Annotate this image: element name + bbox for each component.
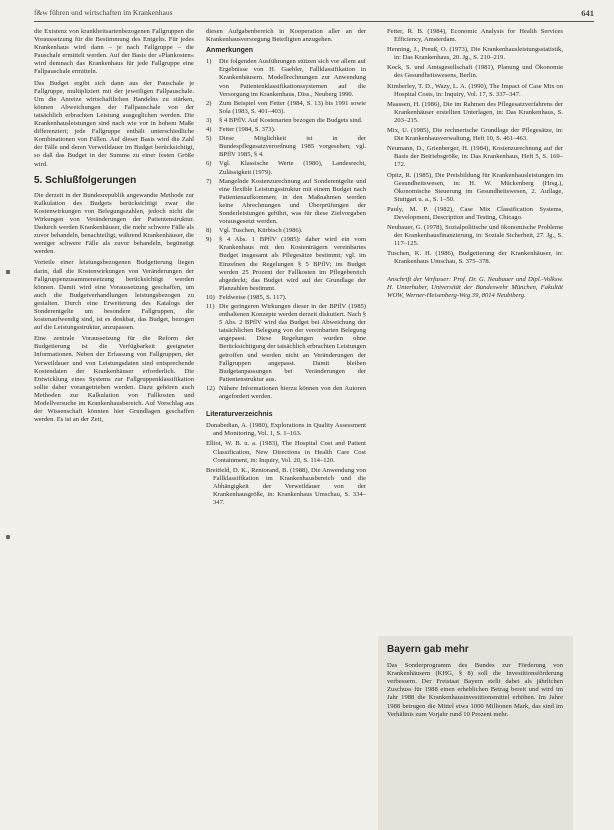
note-item: 5) Diese Möglichkeit ist in der Bundespflegesatzverordnung 1985 vorgesehen; vgl. BPflV 1985, § 4. xyxy=(206,135,366,159)
running-header: f&w führen und wirtschaften im Krankenhaus xyxy=(34,8,173,17)
literature-item: Henning, J., Preuß, O. (1973), Die Krankenhausleistungsstatistik, in: Das Krankenhaus, 20. Jg., S. 210–219. xyxy=(387,46,563,62)
column-1 xyxy=(34,28,194,427)
literature-item: Neumann, D., Grienberger, H. (1984), Kostenzurechnung auf der Basis der Betriebsgröße, in: Das Krankenhaus, Heft 5, S. 169–172. xyxy=(387,145,563,169)
news-box-text: Das Sonderprogramm des Bundes zur Förderung von Krankenhäusern (KHG, § 8) soll die Investitionsförderung verbessern. Der Freistaat Bayern stellt dabei als jährlichen Zuschuss für 1988 einen erheblichen Betrag bereit und wird im Jahr 1988 die Krankenhausinvestitionsmittel erhöhen. Im Jahre 1988 betrugen die Mittel etwa 1000 Millionen Mark, das sind im Verhältnis zum Vorjahr rund 10 Prozent mehr. xyxy=(387,662,563,718)
literature-item: Elliot, W. B. u. a. (1983), The Hospital Cost and Patient Classification, New Directions in Health Care Cost Containment, in: Inquiry, Vol. 20, S. 114–120. xyxy=(206,440,366,464)
literature-item: Opitz, R. (1985), Die Preisbildung für Krankenhausleistungen im Gesundheitswesen, in: H. W. Mückenberg (Hrsg.), Ökonomische Steuerung im Gesundheitswesen, 2. Auflage, Stuttgart u. a., S. 1–50. xyxy=(387,171,563,203)
news-box-title: Bayern gab mehr xyxy=(387,644,469,655)
note-item: 11) Die geringeren Wirkungen dieser in der BPflV (1985) enthaltenen Konzepte werden derzeit diskutiert. Nach § 5 Abs. 2 BPflV wird das Budget bei Abweichung der tatsächlichen Belegung von der vereinbarten Belegung angepasst. Diese Regelungen wurden ohne Berücksichtigung der tatsächlich erbrachten Leistungen getroffen und werden nicht an Veränderungen der Fallgruppen angepasst. Damit bleiben Budgetanpassungen bei Veränderungen der Patientenstruktur aus. xyxy=(206,303,366,383)
literature-item: Maassen, H. (1986), Die im Rahmen des Pflegesatzverfahrens der Krankenhäuser erstellten Unterlagen, in: Das Krankenhaus, S. 203–215. xyxy=(387,100,563,124)
literature-item: Fetter, R. B. (1984), Economic Analysis for Health Services Efficiency, Amsterdam. xyxy=(387,28,563,44)
notes-heading: Anmerkungen xyxy=(206,47,254,55)
literature-item: Kimberley, T. D., Wazy, L. A. (1990), The Impact of Case Mix on Hospital Costs, in: Inquiry, Vol. 17, S. 337–347. xyxy=(387,82,563,98)
section-title: 5. Schlußfolgerungen xyxy=(34,174,137,186)
page-number: 641 xyxy=(581,8,594,18)
note-item: 2) Zum Beispiel von Fetter (1984, S. 13) bis 1991 sowie Sola (1983, S. 401–403). xyxy=(206,99,366,115)
margin-mark xyxy=(6,270,10,274)
paragraph: Vorteile einer leistungsbezogenen Budgetierung liegen darin, daß die Kostenwirkungen von Veränderungen der Fallgruppenzusammensetzung berücksichtigt werden können. Damit wird eine Voraussetzung geschaffen, um auch die Budgetverhandlungen leistungsbezogen zu gestalten. Durch eine Erweiterung des Katalogs der Sonderentgelte um besondere Fallgruppen, die kostenaufwendig sind, ist es denkbar, das Budget, bezogen auf die Leistungsstruktur, anzupassen. xyxy=(34,259,194,332)
column-3 xyxy=(387,28,563,300)
paragraph: Das Budget ergibt sich dann aus der Pauschale je Fallgruppe, multipliziert mit der jeweiligen Fallpauschale. Um die Anreize wirtschaftlichen Handelns zu stärken, können Abweichungen der Fallpauschale von der tatsächlich erbrachten Leistung ausgeglichen werden. Die Krankenhausleistungen sind nach wie vor in hohem Maße differenziert; jede Fallgruppe enthält unterschiedliche Kombinationen von Fällen. Auf dieser Basis wird die Zahl der Fälle und deren Verweildauer im Budget berücksichtigt, so daß das Budget in der Summe zu einer festen Größe wird. xyxy=(34,79,194,168)
news-box xyxy=(378,636,573,830)
literature-item: Pauly, M. P. (1982), Case Mix Classification Systems, Development, Description and Testing, Chicago. xyxy=(387,205,563,221)
note-item: 4) Fetter (1984, S. 373). xyxy=(206,126,276,134)
literature-item: Donabedian, A. (1980), Explorations in Quality Assessment and Monitoring, Vol. 1, S. 1–163. xyxy=(206,422,366,438)
literature-heading: Literaturverzeichnis xyxy=(206,411,273,419)
note-item: 6) Vgl. Klassische Werte (1980), Landesrecht, Zulässigkeit (1979). xyxy=(206,160,366,176)
paragraph: diesen Aufgabenbereich in Kooperation aller an der Krankenhausversorgung Beteiligten anzugehen. xyxy=(206,28,366,44)
note-item: 1) Die folgenden Ausführungen stützen sich vor allem auf Ergebnisse von H. Gaebler, Fallklassifikation in Krankenhäusern. Modellrechnungen zur Anwendung von Patientenklassifikationssystemen auf die Versorgung im Krankenhaus, Diss., Neuberg 1990. xyxy=(206,58,366,98)
author-address: Anschrift der Verfasser: Prof. Dr. G. Neubauer und Dipl.-Volksw. H. Unterhuber, Universität der Bundeswehr München, Fakultät WOW, Werner-Heisenberg-Weg 39, 8014 Neubiberg. xyxy=(387,275,563,299)
page-header xyxy=(34,8,594,22)
note-item: 3) § 4 BPflV. Auf Kostenarten bezogen die Budgets sind. xyxy=(206,116,363,124)
literature-item: Tuschen, K. H. (1986), Budgetierung der Krankenhäuser, in: Krankenhaus Umschau, S. 375–378. xyxy=(387,250,563,266)
header-rule xyxy=(34,21,594,22)
notes-list xyxy=(206,58,366,401)
note-item: 7) Mangelnde Kostenzurechnung auf Sonderentgelte und eine flexible Leistungsstruktur mit einem Budget nach Patientenaufkommen; in den Maßnahmen werden keine Abrechnungen und Überprüfungen der Sonderleistungen geführt, was für diese Zielvorgaben vorausgesetzt werden. xyxy=(206,177,366,226)
margin-mark xyxy=(6,535,10,539)
note-item: 12) Nähere Informationen hierzu können von den Autoren angefordert werden. xyxy=(206,384,366,401)
news-box-content xyxy=(387,646,563,719)
paragraph: Die derzeit in der Bundesrepublik angewandte Methode zur Kalkulation des Budgets berücksichtigt zwar die Kostenwirkungen von Belegungszahlen, jedoch nicht die Wirkungen von Veränderungen der Patientenstruktur. Dadurch werden Krankenhäuser, die mehr schwere Fälle als zuvor behandeln, benachteiligt, während Krankenhäuser, die weniger schwere Fälle als zuvor behandeln, begünstigt werden. xyxy=(34,191,194,256)
column-2 xyxy=(206,28,366,509)
literature-item: Kock, S. und Amtsgesellschaft (1981), Planung und Ökonomie des Gesundheitswesens, Berlin. xyxy=(387,64,563,80)
note-item: 8) Vgl. Tuschen, Kürbisch (1986). xyxy=(206,227,303,235)
literature-item: Mix, U. (1985), Die rechnerische Grundlage der Pflegesätze, in: Die Krankenhausverwaltung, Heft 10, S. 461–463. xyxy=(387,127,563,143)
paragraph: Eine zentrale Voraussetzung für die Reform der Budgetierung ist die Verfügbarkeit geeigneter Informationen. Neben der Erfassung von Fallgruppen, der Verweildauer und von Leistungsdaten sind entsprechende Kostendaten der Krankenhäuser erforderlich. Die Entwicklung eines Systems zur Fallgruppenklassifikation sollte daher vorangetrieben werden. Dazu gehören auch Methoden zur Kalkulation von Fallkosten und Modellversuche im Krankenhausbereich. Auf Vorschlag aus der Wissenschaft könnten hier Grundlagen geschaffen werden. Es ist an der Zeit, xyxy=(34,335,194,424)
paragraph: die Existenz von krankheitsartenbezogenen Fallgruppen die Voraussetzung für die Bestimmung des Entgelts. Für jedes Krankenhaus wird dann – je nach Fallgruppe – die Pauschale ermittelt werden. Auf der Basis der »Plankosten« wird demnach das Krankenhaus für jede Fallgruppe eine Fallpauschale ermitteln. xyxy=(34,28,194,76)
note-item: 10) Feldweise (1985, S. 117). xyxy=(206,293,287,301)
note-item: 9) § 4 Abs. 1 BPflV (1985): daher wird ein vom Krankenhaus mit den Kostenträgern vereinbartes Budget insgesamt als Pflegesätze bestimmt; vgl. im Einzelnen die Regelungen § 5 BPflV; im Budget werden 25 Prozent der Fallkosten im Pflegebereich abgedeckt; das Budget wird auf der Grundlage der Planzahlen bestimmt. xyxy=(206,236,366,292)
literature-item: Neubauer, G. (1978), Sozialpolitische und ökonomische Probleme der Krankenhausfinanzierung, in: Soziale Sicherheit, 27. Jg., S. 117–125. xyxy=(387,224,563,248)
literature-item: Breitfeld, D. K., Rentorand, B. (1988), Die Anwendung von Fallklassifikation im Krankenhausbereich und die Abhängigkeit der Verweildauer von der Krankenhausgröße, in: Krankenhaus Umschau, S. 334–347. xyxy=(206,466,366,507)
